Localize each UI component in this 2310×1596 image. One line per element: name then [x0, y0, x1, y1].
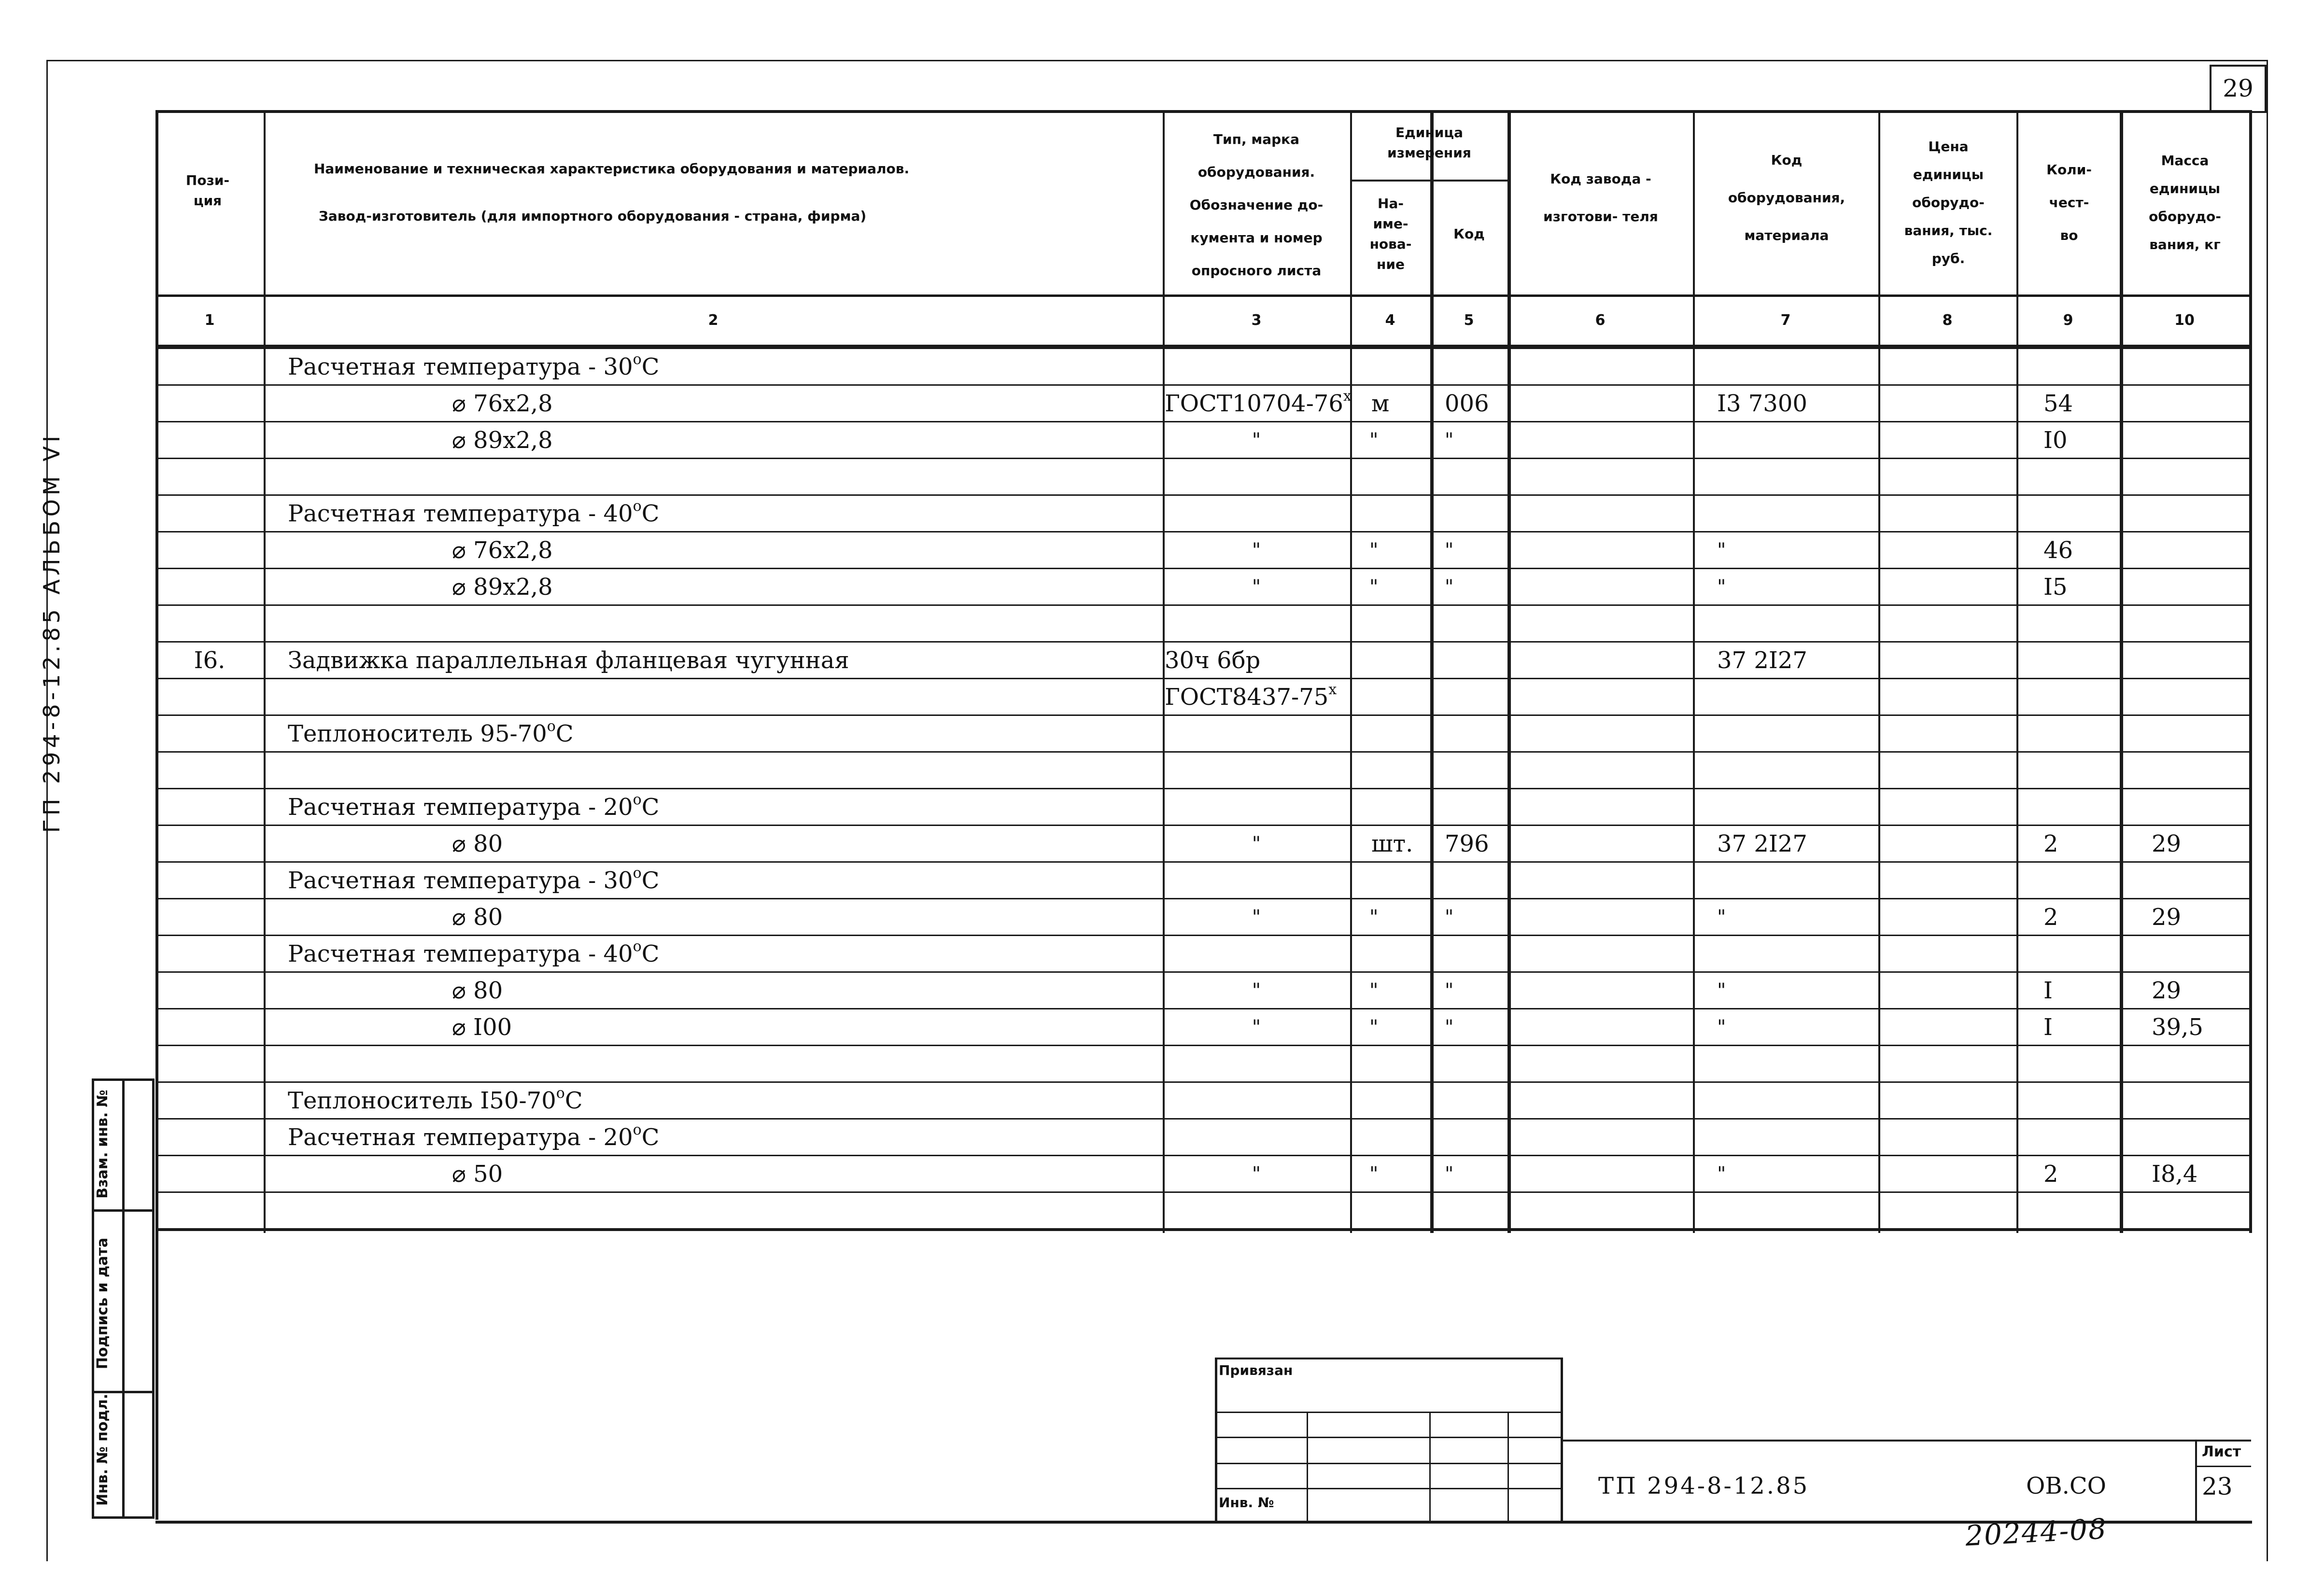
sheet-label: Лист: [2202, 1443, 2241, 1460]
cell-equipment-code: 37 2I27: [1717, 830, 1807, 857]
cell-type: ": [1252, 1163, 1261, 1185]
stamp-vzam-inv: Взам. инв. №: [94, 1090, 111, 1199]
doc-code: ТП 294-8-12.85: [1598, 1472, 1810, 1499]
cell-name: Теплоноситель $I50-70^оС$: [288, 1085, 583, 1114]
tb-line: [1215, 1463, 1563, 1464]
column-number: 7: [1780, 312, 1791, 329]
tb-line: [1215, 1358, 1217, 1522]
cell-type: ": [1252, 429, 1261, 451]
cell-name: Расчетная температура - $30^оС$: [288, 351, 660, 380]
tb-line: [1215, 1437, 1563, 1438]
cell-unit-code: ": [1445, 1163, 1454, 1185]
cell-position: I6.: [194, 647, 225, 674]
row-line: [155, 604, 2249, 606]
cell-unit-code: ": [1445, 429, 1454, 451]
column-number: 5: [1464, 312, 1474, 329]
cell-type: ": [1252, 539, 1261, 561]
row-line: [155, 678, 2249, 679]
cell-unit-code: 006: [1445, 390, 1489, 417]
cell-name: ⌀ 89х2,8: [452, 427, 553, 454]
cell-name: Теплоноситель $95-70^оС$: [288, 718, 574, 747]
cell-name: ⌀ 50: [452, 1161, 503, 1188]
cell-name: ⌀ 80: [452, 904, 503, 931]
stamp-inv-podl: Инв. № подл.: [94, 1393, 111, 1506]
column-number: 2: [708, 312, 718, 329]
cell-mass: 39,5: [2152, 1014, 2203, 1041]
column-number: 8: [1942, 312, 1953, 329]
cell-type: ": [1252, 906, 1261, 928]
cell-name: Задвижка параллельная фланцевая чугунная: [288, 647, 849, 674]
column-number: 9: [2063, 312, 2073, 329]
unit-group-split: [1350, 180, 1507, 182]
cell-unit-code: ": [1445, 906, 1454, 928]
cell-mass: I8,4: [2152, 1161, 2198, 1188]
cell-name: Расчетная температура - $20^оС$: [288, 1121, 660, 1151]
table-top-border: [155, 110, 2252, 113]
header-type: Тип, марка оборудования. Обозначение до- кумента и номер опросного листа: [1189, 131, 1324, 279]
cell-unit-name: шт.: [1371, 830, 1413, 857]
album-side-text: ГП 294-8-12.85 АЛЬБОМ VI: [39, 432, 65, 833]
row-line: [155, 458, 2249, 459]
tb-line: [2195, 1466, 2251, 1467]
row-line: [155, 384, 2249, 386]
row-line: [155, 1155, 2249, 1156]
cell-unit-code: ": [1445, 1016, 1454, 1038]
tb-line: [2195, 1440, 2197, 1522]
header-unit-name: На- име- нова- ние: [1369, 196, 1412, 272]
cell-quantity: 2: [2043, 904, 2058, 931]
cell-type: $ГОСТ10704-76^х$: [1165, 388, 1352, 417]
row-line: [155, 788, 2249, 789]
cell-mass: 29: [2152, 904, 2182, 931]
cell-quantity: 2: [2043, 830, 2058, 857]
inv-no-label: Инв. №: [1219, 1495, 1274, 1511]
header-price: Цена единицы оборудо- вания, тыс. руб.: [1904, 139, 1993, 266]
cell-name: ⌀ 80: [452, 977, 503, 1004]
row-line: [155, 1081, 2249, 1083]
row-line: [155, 531, 2249, 532]
cell-quantity: 46: [2043, 537, 2073, 564]
cell-quantity: 54: [2043, 390, 2073, 417]
column-number: 10: [2174, 312, 2195, 329]
row-line: [155, 421, 2249, 422]
tb-line: [1507, 1412, 1509, 1521]
column-separator: [264, 110, 266, 1233]
cell-unit-name: ": [1369, 1163, 1379, 1185]
row-line: [155, 971, 2249, 973]
cell-unit-name: ": [1369, 429, 1379, 451]
cell-mass: 29: [2152, 977, 2182, 1004]
tb-line: [1429, 1412, 1431, 1521]
cell-unit-name: ": [1369, 906, 1379, 928]
tb-line: [1561, 1440, 2251, 1442]
tb-line: [1215, 1412, 1563, 1413]
tb-line: [1215, 1358, 1563, 1359]
cell-equipment-code: 37 2I27: [1717, 647, 1807, 674]
header-name-line1: Наименование и техническая характеристика оборудования и материалов.: [314, 161, 910, 177]
cell-quantity: I: [2043, 977, 2053, 1004]
cell-unit-name: м: [1371, 390, 1390, 417]
row-line: [155, 1118, 2249, 1120]
row-line: [155, 861, 2249, 863]
cell-equipment-code: ": [1717, 539, 1726, 561]
cell-unit-name: ": [1369, 539, 1379, 561]
cell-equipment-code: ": [1717, 576, 1726, 598]
cell-quantity: I5: [2043, 574, 2068, 601]
stamp-podpis-data: Подпись и дата: [94, 1237, 111, 1370]
row-line: [155, 348, 2249, 349]
column-number: 4: [1385, 312, 1395, 329]
header-factory-code: Код завода - изготови- теля: [1543, 171, 1658, 224]
row-line: [155, 898, 2249, 899]
header-mass: Масса единицы оборудо- вания, кг: [2149, 153, 2221, 252]
cell-equipment-code: I3 7300: [1717, 390, 1807, 417]
cell-name: ⌀ 76х2,8: [452, 390, 553, 417]
cell-unit-name: ": [1369, 576, 1379, 598]
doc-suffix: ОВ.СО: [2026, 1472, 2106, 1499]
row-line: [155, 494, 2249, 496]
cell-equipment-code: ": [1717, 1163, 1726, 1185]
row-line: [155, 751, 2249, 753]
table-bottom-line: [155, 1228, 2252, 1231]
cell-name: ⌀ 80: [452, 830, 503, 857]
tb-line: [1307, 1412, 1308, 1521]
column-number: 1: [204, 312, 215, 329]
header-name-line2: Завод-изготовитель (для импортного оборудования - страна, фирма): [319, 208, 867, 224]
cell-equipment-code: ": [1717, 906, 1726, 928]
row-line: [155, 1191, 2249, 1193]
sheet-value: 23: [2202, 1472, 2233, 1500]
row-line: [155, 1045, 2249, 1046]
cell-name: ⌀ 76х2,8: [452, 537, 553, 564]
cell-name: Расчетная температура - $40^оС$: [288, 938, 660, 967]
cell-quantity: I: [2043, 1014, 2053, 1041]
cell-quantity: 2: [2043, 1161, 2058, 1188]
cell-name: Расчетная температура - $40^оС$: [288, 498, 660, 527]
cell-unit-name: ": [1369, 980, 1379, 1002]
column-separator: [1693, 110, 1695, 1233]
row-line: [155, 1008, 2249, 1009]
cell-mass: 29: [2152, 830, 2182, 857]
cell-name: ⌀ 89х2,8: [452, 574, 553, 601]
row-line: [155, 935, 2249, 936]
cell-unit-code: ": [1445, 539, 1454, 561]
header-equipment-code: Код оборудования, материала: [1728, 152, 1845, 243]
cell-unit-name: ": [1369, 1016, 1379, 1038]
header-position: Пози- ция: [185, 172, 230, 209]
header-unit-code: Код: [1453, 226, 1485, 242]
cell-name: ⌀ I00: [452, 1014, 512, 1041]
column-separator: [1507, 110, 1511, 1233]
cell-unit-code: 796: [1445, 830, 1489, 857]
column-number: 6: [1595, 312, 1606, 329]
privyazan-label: Привязан: [1219, 1362, 1293, 1378]
sheet-bottom-line: [155, 1521, 2252, 1524]
cell-type: ": [1252, 1016, 1261, 1038]
row-line: [155, 714, 2249, 716]
cell-type: ": [1252, 576, 1261, 598]
column-separator: [1878, 110, 1880, 1233]
cell-quantity: I0: [2043, 427, 2068, 454]
cell-type: $ГОСТ8437-75^х$: [1165, 681, 1337, 711]
column-number: 3: [1251, 312, 1262, 329]
cell-name: Расчетная температура - $30^оС$: [288, 865, 660, 894]
cell-unit-code: ": [1445, 576, 1454, 598]
header-quantity: Коли- чест- во: [2046, 162, 2092, 243]
cell-equipment-code: ": [1717, 980, 1726, 1002]
row-line: [155, 568, 2249, 569]
cell-type: ": [1252, 980, 1261, 1002]
row-line: [155, 641, 2249, 643]
cell-equipment-code: ": [1717, 1016, 1726, 1038]
cell-type: ": [1252, 833, 1261, 855]
header-unit-group: Единица измерения: [1387, 125, 1471, 161]
table-right-border: [2249, 110, 2252, 1233]
cell-name: Расчетная температура - $20^оС$: [288, 791, 660, 821]
row-line: [155, 825, 2249, 826]
cell-type: 30ч 6бр: [1165, 647, 1261, 674]
sheet-number: 29: [2223, 74, 2254, 102]
archive-number: 20244-08: [1964, 1512, 2108, 1553]
tb-line: [1215, 1488, 1563, 1489]
cell-unit-code: ": [1445, 980, 1454, 1002]
